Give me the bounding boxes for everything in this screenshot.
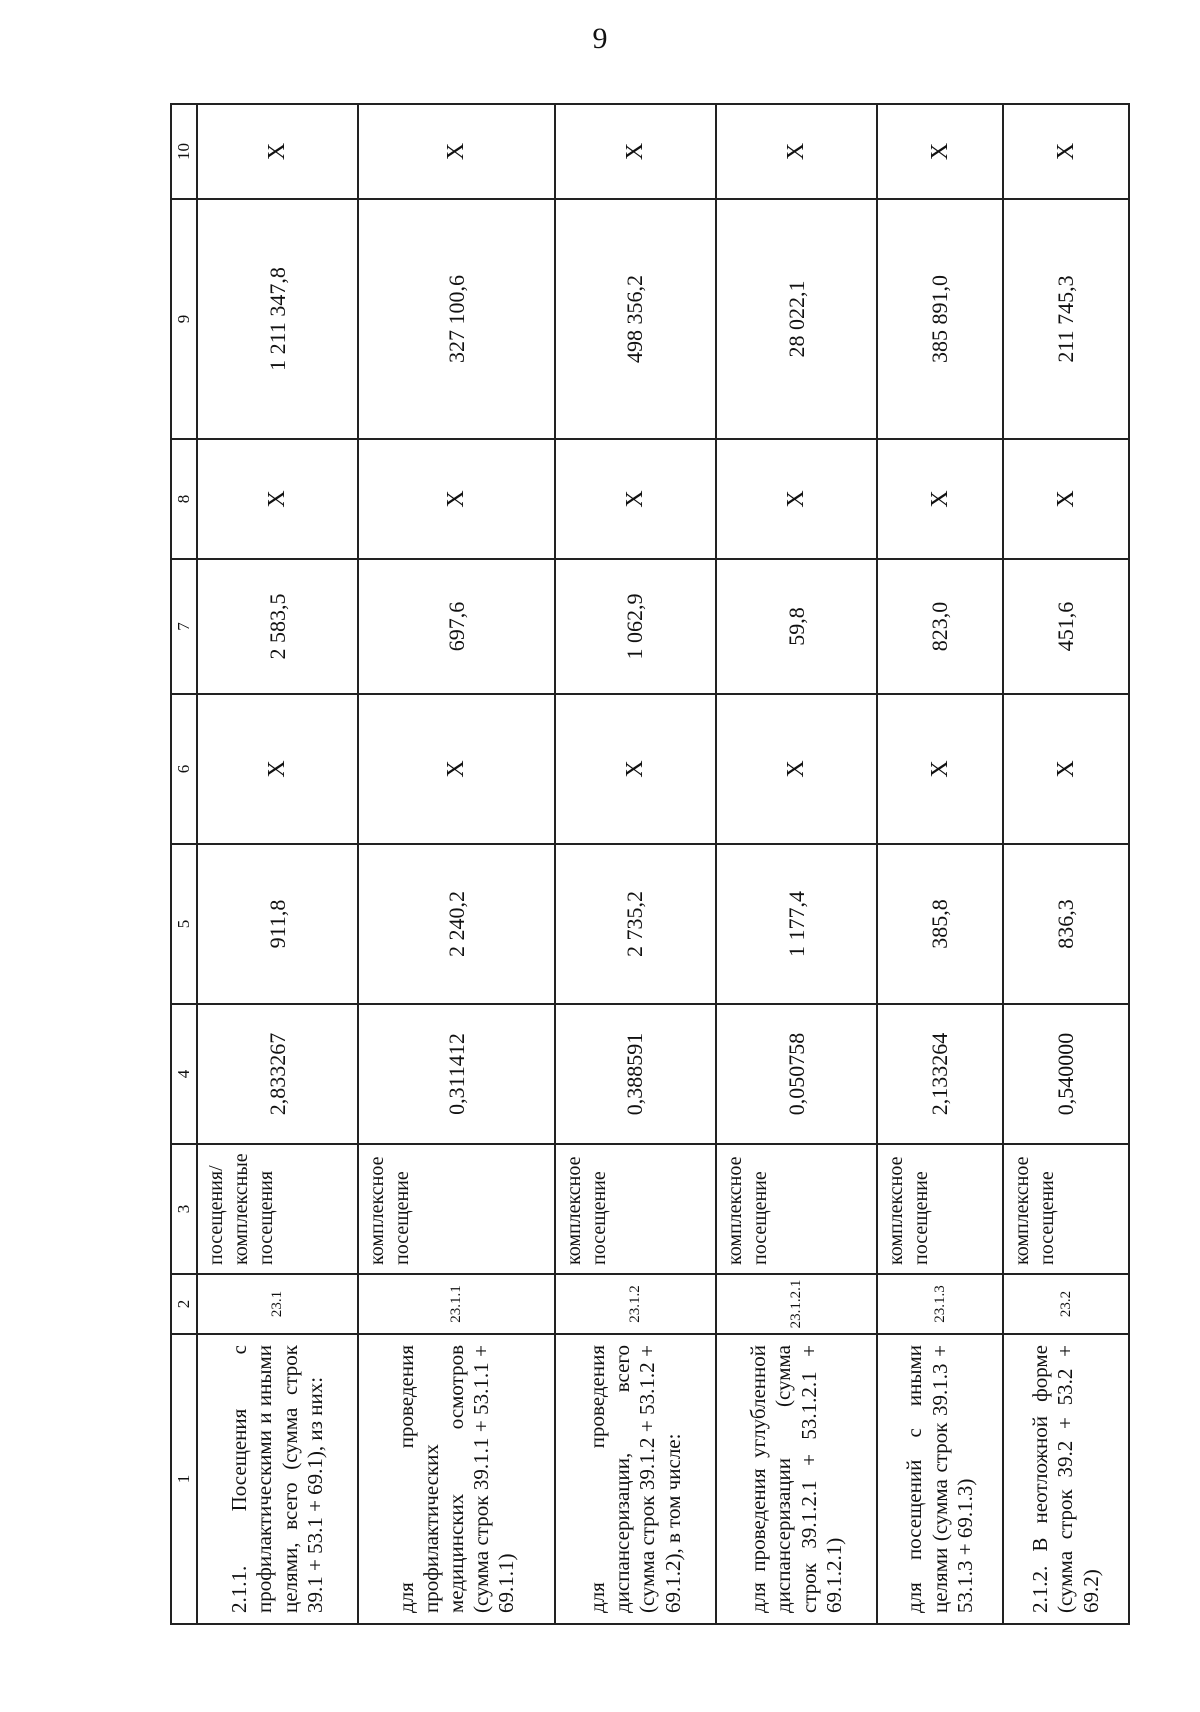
- column-number: 3: [171, 1144, 197, 1274]
- row-name: для проведения углубленной диспансеризации (сумма строк 39.1.2.1 + 53.1.2.1 + 69.1.2.1): [716, 1334, 877, 1624]
- cell-col8: X: [358, 439, 555, 559]
- column-number: 7: [171, 559, 197, 694]
- cell-col5: 2 240,2: [358, 844, 555, 1004]
- row-code: 23.1.2.1: [716, 1274, 877, 1334]
- cell-col4: 0,388591: [555, 1004, 716, 1144]
- row-name: 2.1.2. В неотложной форме (сумма строк 39.2 + 53.2 + 69.2): [1003, 1334, 1129, 1624]
- cell-col9: 327 100,6: [358, 199, 555, 439]
- row-name: для посещений с иными целями (сумма строк 39.1.3 + 53.1.3 + 69.1.3): [877, 1334, 1003, 1624]
- table-row: [555, 104, 716, 1624]
- cell-col6: X: [358, 694, 555, 844]
- cell-col5: 1 177,4: [716, 844, 877, 1004]
- cell-col9: 28 022,1: [716, 199, 877, 439]
- cell-col10: X: [877, 104, 1003, 199]
- page-number: 9: [592, 22, 608, 55]
- cell-col8: X: [1003, 439, 1129, 559]
- cell-col8: X: [555, 439, 716, 559]
- cell-col7: 451,6: [1003, 559, 1129, 694]
- cell-col4: 0,540000: [1003, 1004, 1129, 1144]
- column-number: 10: [171, 104, 197, 199]
- row-name: для проведения диспансеризации, всего (сумма строк 39.1.2 + 53.1.2 + 69.1.2), в том числе:: [555, 1334, 716, 1624]
- column-number-row: [171, 104, 197, 1624]
- row-unit: комплексное посещение: [555, 1144, 716, 1274]
- cell-col5: 385,8: [877, 844, 1003, 1004]
- row-code: 23.1.1: [358, 1274, 555, 1334]
- column-number: 5: [171, 844, 197, 1004]
- column-number: 9: [171, 199, 197, 439]
- cell-col10: X: [358, 104, 555, 199]
- cell-col10: X: [716, 104, 877, 199]
- table-row: [197, 104, 358, 1624]
- cell-col10: X: [197, 104, 358, 199]
- cell-col8: X: [197, 439, 358, 559]
- tariff-table: [170, 103, 1130, 1625]
- cell-col10: X: [555, 104, 716, 199]
- column-number: 1: [171, 1334, 197, 1624]
- cell-col4: 2,133264: [877, 1004, 1003, 1144]
- cell-col9: 498 356,2: [555, 199, 716, 439]
- row-name: 2.1.1. Посещения с профилактическими и иными целями, всего (сумма строк 39.1 + 53.1 + 69.1), из них:: [197, 1334, 358, 1624]
- table-row: [877, 104, 1003, 1624]
- row-code: 23.1.2: [555, 1274, 716, 1334]
- rotated-table-container: [170, 105, 1130, 1625]
- cell-col5: 2 735,2: [555, 844, 716, 1004]
- cell-col6: X: [197, 694, 358, 844]
- column-number: 4: [171, 1004, 197, 1144]
- table-row: [1003, 104, 1129, 1624]
- table-row: [358, 104, 555, 1624]
- cell-col8: X: [877, 439, 1003, 559]
- row-unit: комплексное посещение: [1003, 1144, 1129, 1274]
- row-code: 23.1: [197, 1274, 358, 1334]
- row-unit: комплексное посещение: [716, 1144, 877, 1274]
- cell-col5: 911,8: [197, 844, 358, 1004]
- cell-col9: 385 891,0: [877, 199, 1003, 439]
- cell-col9: 1 211 347,8: [197, 199, 358, 439]
- row-unit: комплексное посещение: [358, 1144, 555, 1274]
- cell-col7: 697,6: [358, 559, 555, 694]
- row-code: 23.1.3: [877, 1274, 1003, 1334]
- cell-col7: 823,0: [877, 559, 1003, 694]
- cell-col8: X: [716, 439, 877, 559]
- cell-col4: 2,833267: [197, 1004, 358, 1144]
- cell-col9: 211 745,3: [1003, 199, 1129, 439]
- cell-col5: 836,3: [1003, 844, 1129, 1004]
- column-number: 8: [171, 439, 197, 559]
- cell-col6: X: [716, 694, 877, 844]
- cell-col6: X: [877, 694, 1003, 844]
- cell-col7: 59,8: [716, 559, 877, 694]
- cell-col10: X: [1003, 104, 1129, 199]
- cell-col4: 0,311412: [358, 1004, 555, 1144]
- row-code: 23.2: [1003, 1274, 1129, 1334]
- cell-col7: 2 583,5: [197, 559, 358, 694]
- cell-col4: 0,050758: [716, 1004, 877, 1144]
- column-number: 6: [171, 694, 197, 844]
- row-unit: посещения/ комплексные посещения: [197, 1144, 358, 1274]
- cell-col6: X: [1003, 694, 1129, 844]
- cell-col6: X: [555, 694, 716, 844]
- cell-col7: 1 062,9: [555, 559, 716, 694]
- table-row: [716, 104, 877, 1624]
- row-name: для проведения профилактических медицинских осмотров (сумма строк 39.1.1 + 53.1.1 + 69.1.1): [358, 1334, 555, 1624]
- column-number: 2: [171, 1274, 197, 1334]
- row-unit: комплексное посещение: [877, 1144, 1003, 1274]
